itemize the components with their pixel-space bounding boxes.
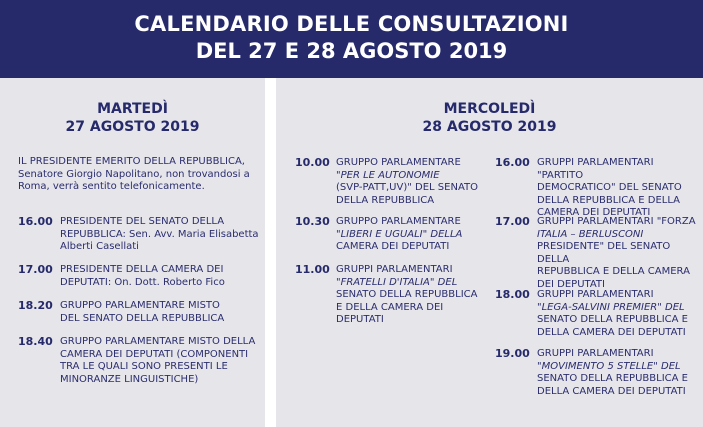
- desc-line: SENATO DELLA REPUBBLICA E: [537, 373, 688, 385]
- desc-line: PRESIDENTE DEL SENATO DELLA: [60, 216, 225, 227]
- desc-line: SENATO DELLA REPUBBLICA E: [537, 314, 688, 326]
- intro-line: Senatore Giorgio Napolitano, non trovandosi a: [18, 168, 250, 180]
- appointment-time: 10.00: [295, 156, 330, 169]
- page-header: [0, 0, 703, 78]
- header-title-line2: DEL 27 E 28 AGOSTO 2019: [195, 39, 508, 63]
- desc-line: CAMERA DEI DEPUTATI (COMPONENTI: [60, 348, 249, 360]
- appointment-description: [336, 216, 486, 254]
- appointment-time: 11.00: [295, 263, 330, 276]
- desc-line: GRUPPO PARLAMENTARE: [336, 157, 461, 168]
- desc-line: DELLA CAMERA DEI DEPUTATI: [537, 326, 686, 338]
- appointment-description: [336, 264, 486, 327]
- wednesday-heading: [276, 100, 703, 136]
- appointment-description: [60, 336, 265, 386]
- desc-line: E DELLA CAMERA DEI: [336, 301, 444, 313]
- wednesday-date: 28 AGOSTO 2019: [422, 119, 557, 135]
- tuesday-date: 27 AGOSTO 2019: [65, 119, 200, 135]
- desc-line: DELLA CAMERA DEI DEPUTATI: [537, 385, 686, 397]
- tuesday-day: MARTEDÌ: [97, 101, 168, 117]
- desc-line: PRESIDENTE DELLA CAMERA DEI: [60, 264, 224, 275]
- appointment-description: [60, 264, 265, 289]
- desc-line: "MOVIMENTO 5 STELLE" DEL: [537, 360, 681, 372]
- desc-line: SENATO DELLA REPUBBLICA: [336, 289, 478, 301]
- desc-line: REPUBBLICA E DELLA CAMERA: [537, 266, 690, 278]
- desc-line: GRUPPI PARLAMENTARI: [537, 348, 654, 359]
- desc-line: PRESIDENTE" DEL SENATO DELLA: [537, 241, 671, 265]
- desc-line: Alberti Casellati: [60, 241, 139, 253]
- desc-line: GRUPPI PARLAMENTARI "FORZA: [537, 216, 696, 227]
- appointment-time: 16.00: [18, 215, 53, 228]
- desc-line: DELLA REPUBBLICA: [336, 194, 435, 206]
- desc-line: DEPUTATI: On. Dott. Roberto Fico: [60, 276, 225, 288]
- desc-line: DEMOCRATICO" DEL SENATO: [537, 182, 682, 194]
- desc-line: GRUPPO PARLAMENTARE MISTO DELLA: [60, 336, 256, 347]
- desc-line: "PER LE AUTONOMIE: [336, 169, 440, 181]
- intro-line: Roma, verrà sentito telefonicamente.: [18, 181, 205, 193]
- desc-line: "FRATELLI D'ITALIA" DEL: [336, 276, 458, 288]
- desc-line: MINORANZE LINGUISTICHE): [60, 373, 199, 385]
- desc-line: DEL SENATO DELLA REPUBBLICA: [60, 312, 225, 324]
- appointment-time: 17.00: [18, 263, 53, 276]
- desc-line: GRUPPO PARLAMENTARE: [336, 216, 461, 227]
- appointment-time: 19.00: [495, 347, 530, 360]
- desc-line: (SVP-PATT,UV)" DEL SENATO: [336, 182, 478, 194]
- intro-line: IL PRESIDENTE EMERITO DELLA REPUBBLICA,: [18, 156, 245, 167]
- desc-line: GRUPPI PARLAMENTARI "PARTITO: [537, 157, 654, 181]
- desc-line: GRUPPI PARLAMENTARI: [336, 264, 453, 275]
- appointment-time: 18.40: [18, 335, 53, 348]
- appointment-description: [537, 216, 701, 292]
- desc-line: DELLA REPUBBLICA E DELLA: [537, 194, 680, 206]
- desc-line: "LEGA-SALVINI PREMIER" DEL: [537, 301, 685, 313]
- desc-line: GRUPPO PARLAMENTARE MISTO: [60, 300, 220, 311]
- appointment-description: [60, 300, 265, 325]
- desc-line: "LIBERI E UGUALI" DELLA: [336, 228, 463, 240]
- wednesday-day: MERCOLEDÌ: [443, 101, 536, 117]
- appointment-description: [60, 216, 265, 254]
- appointment-time: 10.30: [295, 215, 330, 228]
- desc-line: CAMERA DEI DEPUTATI: [537, 207, 651, 219]
- desc-line: REPUBBLICA: Sen. Avv. Maria Elisabetta: [60, 228, 259, 240]
- appointment-description: [537, 289, 701, 339]
- tuesday-intro: [18, 156, 263, 194]
- desc-line: TRA LE QUALI SONO PRESENTI LE: [60, 361, 228, 373]
- desc-line: ITALIA – BERLUSCONI: [537, 228, 644, 240]
- appointment-time: 16.00: [495, 156, 530, 169]
- desc-line: DEI DEPUTATI: [537, 278, 605, 290]
- column-divider: [265, 78, 276, 427]
- desc-line: GRUPPI PARLAMENTARI: [537, 289, 654, 300]
- appointment-time: 18.20: [18, 299, 53, 312]
- appointment-description: [537, 348, 701, 398]
- appointment-time: 18.00: [495, 288, 530, 301]
- desc-line: CAMERA DEI DEPUTATI: [336, 241, 450, 253]
- tuesday-heading: [0, 100, 265, 136]
- appointment-description: [537, 157, 701, 220]
- appointment-time: 17.00: [495, 215, 530, 228]
- appointment-description: [336, 157, 486, 207]
- header-title-line1: CALENDARIO DELLE CONSULTAZIONI: [134, 12, 569, 36]
- desc-line: DEPUTATI: [336, 314, 384, 326]
